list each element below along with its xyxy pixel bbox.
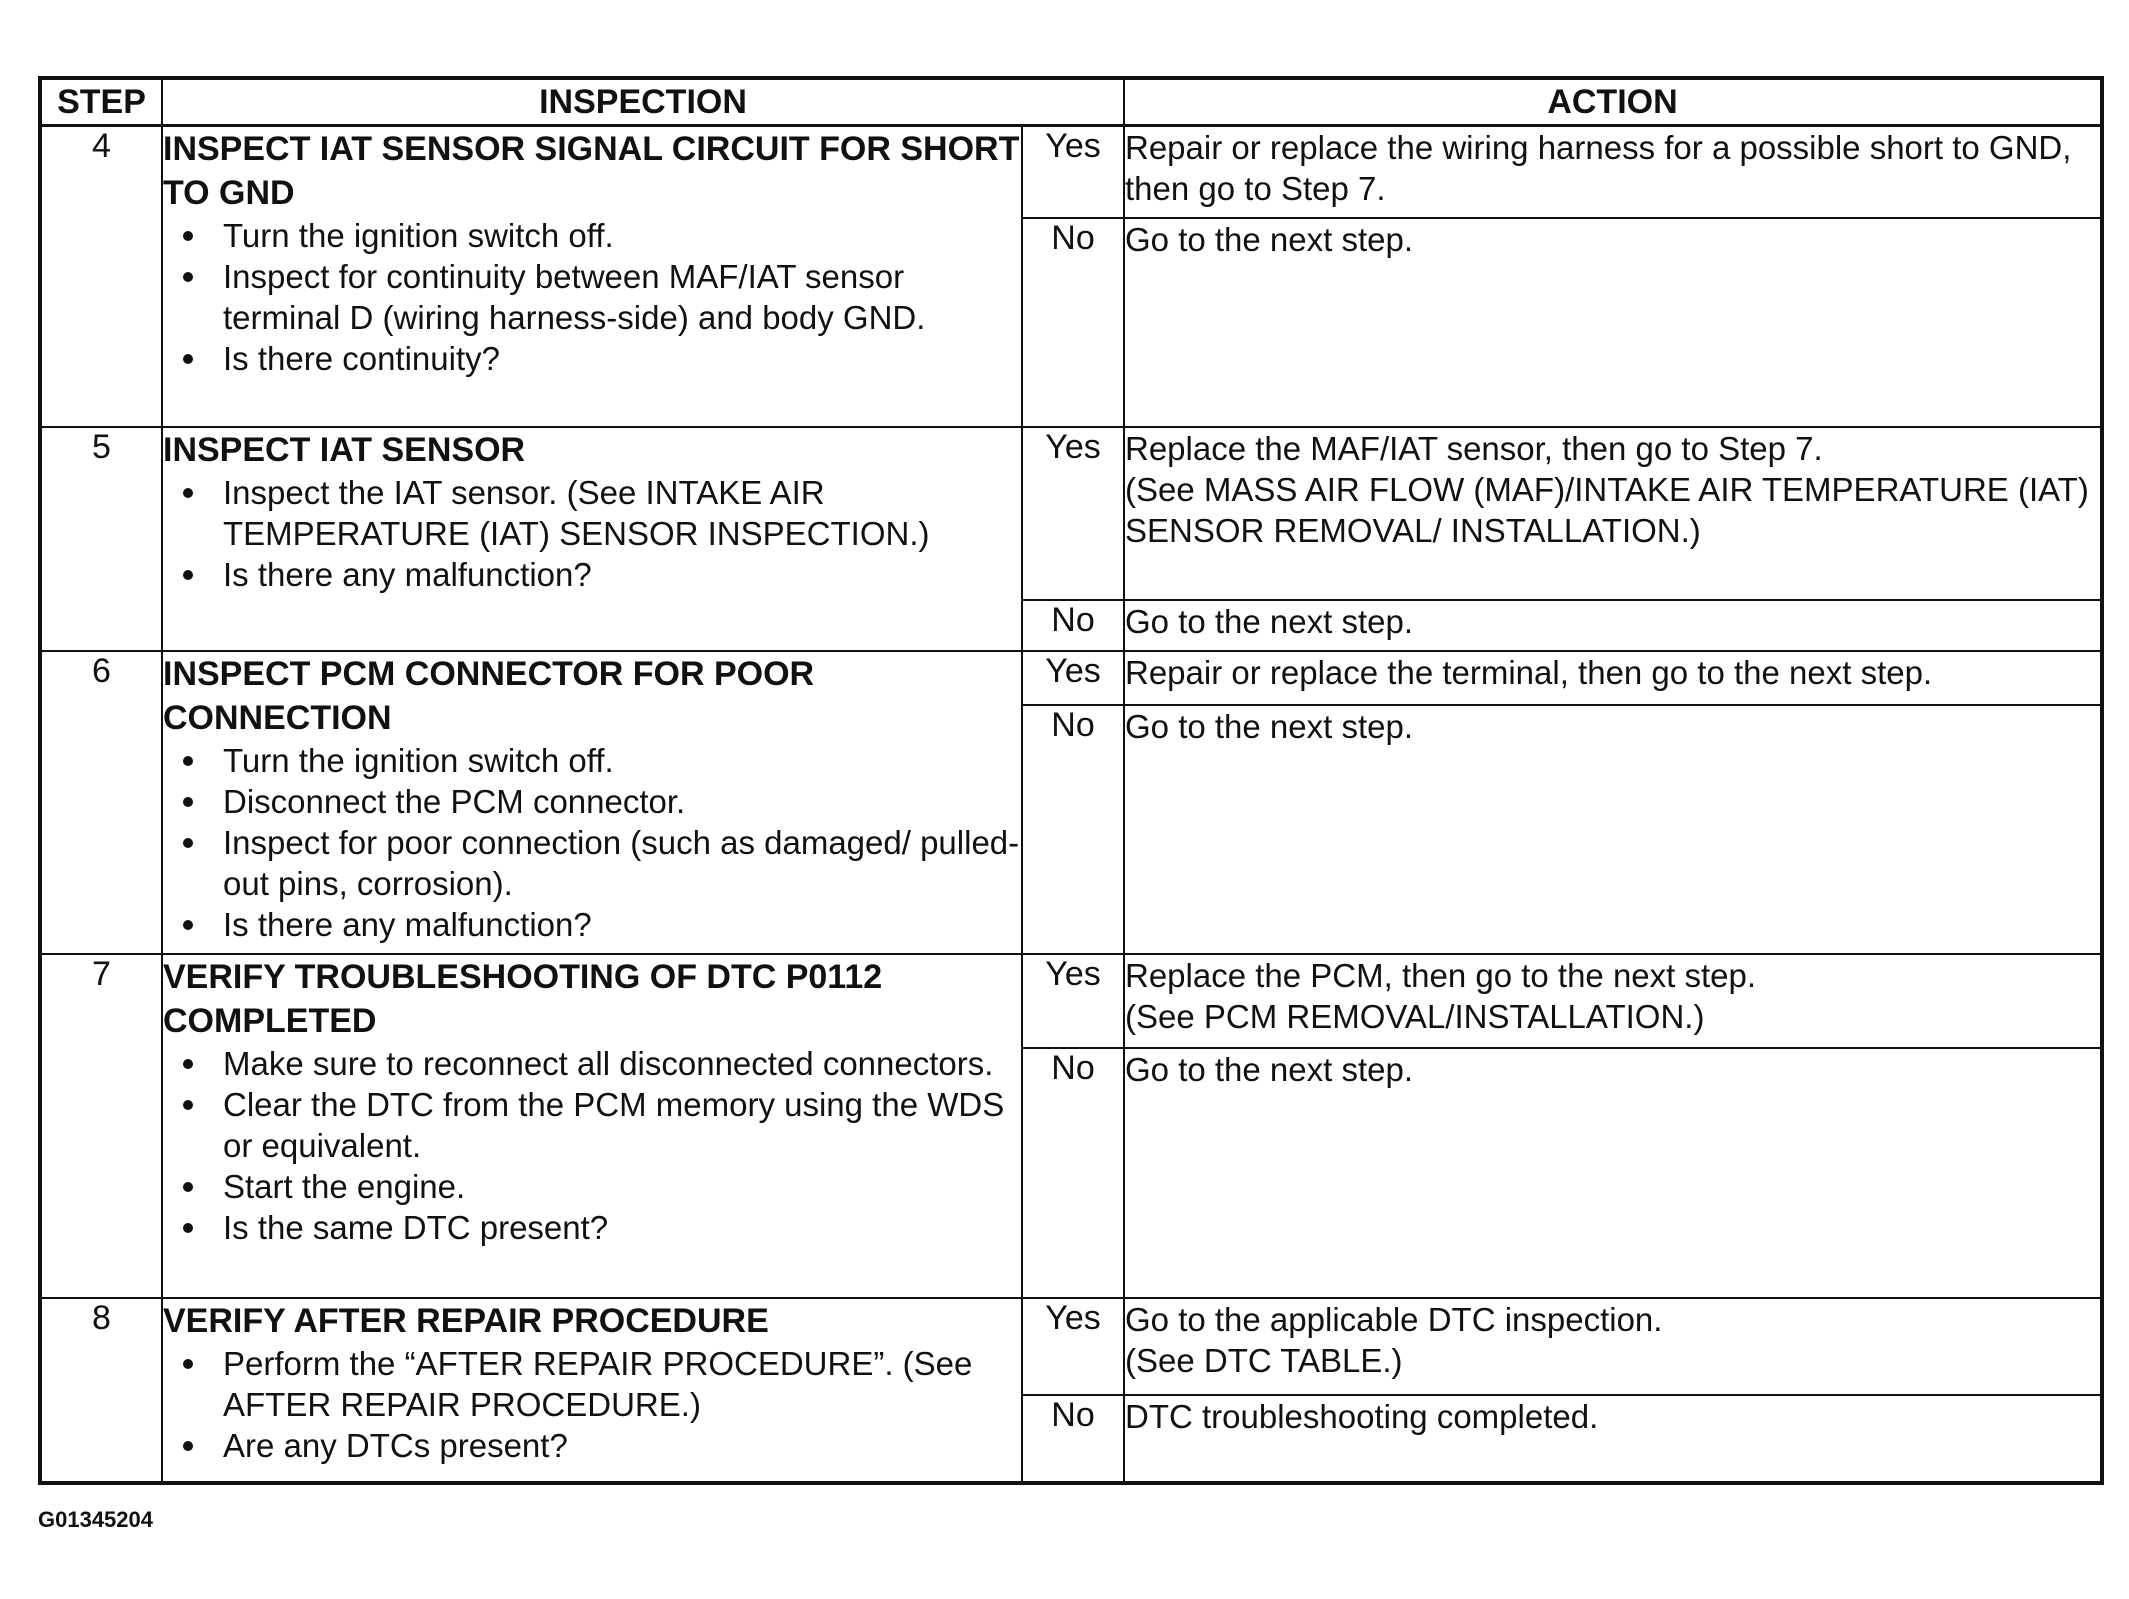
no-action xyxy=(1124,1048,2102,1298)
list-item: Is there continuity? xyxy=(163,338,1021,379)
list-item: Clear the DTC from the PCM memory using the WDS or equivalent. xyxy=(163,1084,1021,1166)
table-row xyxy=(40,126,2102,218)
inspection-title: INSPECT IAT SENSOR xyxy=(163,431,526,470)
action-line: DTC troubleshooting completed. xyxy=(1125,1397,1599,1435)
action-line: Repair or replace the wiring harness for a possible short to GND, then go to Step 7. xyxy=(1125,129,2072,207)
action-line: (See DTC TABLE.) xyxy=(1125,1342,1403,1380)
table-row xyxy=(40,1298,2102,1394)
list-item: Disconnect the PCM connector. xyxy=(163,781,1021,822)
yes-action xyxy=(1124,651,2102,705)
yes-label: Yes xyxy=(1022,1298,1124,1394)
list-item: Start the engine. xyxy=(163,1166,1021,1207)
yes-label: Yes xyxy=(1022,651,1124,705)
inspection-bullets xyxy=(163,740,1021,945)
inspection-cell xyxy=(162,954,1022,1299)
action-line: Go to the applicable DTC inspection. xyxy=(1125,1301,1663,1339)
inspection-cell xyxy=(162,1298,1022,1483)
header-step: STEP xyxy=(40,78,162,126)
inspection-title: VERIFY AFTER REPAIR PROCEDURE xyxy=(163,1302,769,1341)
inspection-title: VERIFY TROUBLESHOOTING OF DTC P0112 COMPLETED xyxy=(163,957,883,1040)
no-label: No xyxy=(1022,1048,1124,1298)
inspection-cell xyxy=(162,126,1022,428)
table-row xyxy=(40,427,2102,599)
inspection-bullets xyxy=(163,1043,1021,1248)
no-action xyxy=(1124,218,2102,427)
action-line: Replace the PCM, then go to the next step. xyxy=(1125,956,1757,994)
action-line: Go to the next step. xyxy=(1125,1050,1414,1088)
action-line: Repair or replace the terminal, then go to the next step. xyxy=(1125,653,1933,691)
action-line: Go to the next step. xyxy=(1125,602,1414,640)
yes-action xyxy=(1124,126,2102,218)
action-line: Replace the MAF/IAT sensor, then go to Step 7. xyxy=(1125,430,1823,468)
list-item: Are any DTCs present? xyxy=(163,1425,1021,1466)
no-label: No xyxy=(1022,600,1124,651)
list-item: Turn the ignition switch off. xyxy=(163,740,1021,781)
no-action xyxy=(1124,1395,2102,1483)
yes-label: Yes xyxy=(1022,427,1124,599)
inspection-cell xyxy=(162,427,1022,651)
inspection-title: INSPECT IAT SENSOR SIGNAL CIRCUIT FOR SHORT TO GND xyxy=(163,130,1020,212)
list-item: Is there any malfunction? xyxy=(163,554,1021,595)
table-row xyxy=(40,954,2102,1048)
list-item: Is there any malfunction? xyxy=(163,904,1021,945)
action-line: (See PCM REMOVAL/INSTALLATION.) xyxy=(1125,997,1705,1035)
list-item: Is the same DTC present? xyxy=(163,1207,1021,1248)
list-item: Turn the ignition switch off. xyxy=(163,215,1021,256)
no-action xyxy=(1124,705,2102,953)
list-item: Perform the “AFTER REPAIR PROCEDURE”. (See AFTER REPAIR PROCEDURE.) xyxy=(163,1343,1021,1425)
inspection-bullets xyxy=(163,215,1021,379)
list-item: Inspect the IAT sensor. (See INTAKE AIR TEMPERATURE (IAT) SENSOR INSPECTION.) xyxy=(163,472,1021,554)
action-line: Go to the next step. xyxy=(1125,708,1414,746)
step-number: 7 xyxy=(40,954,162,1299)
yes-label: Yes xyxy=(1022,126,1124,218)
inspection-bullets xyxy=(163,1343,1021,1466)
inspection-bullets xyxy=(163,472,1021,595)
no-action xyxy=(1124,600,2102,651)
table-row xyxy=(40,651,2102,705)
steps-body xyxy=(40,126,2102,1484)
yes-action xyxy=(1124,1298,2102,1394)
inspection-cell xyxy=(162,651,1022,954)
step-number: 4 xyxy=(40,126,162,428)
step-number: 5 xyxy=(40,427,162,651)
list-item: Make sure to reconnect all disconnected connectors. xyxy=(163,1043,1021,1084)
no-label: No xyxy=(1022,705,1124,953)
header-inspection: INSPECTION xyxy=(162,78,1124,126)
yes-action xyxy=(1124,954,2102,1048)
no-label: No xyxy=(1022,218,1124,427)
header-action: ACTION xyxy=(1124,78,2102,126)
action-line: (See MASS AIR FLOW (MAF)/INTAKE AIR TEMPERATURE (IAT) SENSOR REMOVAL/ INSTALLATION.) xyxy=(1125,471,2089,550)
yes-label: Yes xyxy=(1022,954,1124,1048)
action-line: Go to the next step. xyxy=(1125,220,1414,258)
header-row xyxy=(40,78,2102,126)
list-item: Inspect for continuity between MAF/IAT sensor terminal D (wiring harness-side) and body GND. xyxy=(163,256,1021,338)
list-item: Inspect for poor connection (such as damaged/ pulled-out pins, corrosion). xyxy=(163,822,1021,904)
figure-id: G01345204 xyxy=(38,1507,153,1532)
step-number: 6 xyxy=(40,651,162,954)
step-number: 8 xyxy=(40,1298,162,1483)
no-label: No xyxy=(1022,1395,1124,1483)
inspection-title: INSPECT PCM CONNECTOR FOR POOR CONNECTION xyxy=(163,654,815,737)
yes-action xyxy=(1124,427,2102,599)
troubleshooting-table xyxy=(38,76,2104,1485)
